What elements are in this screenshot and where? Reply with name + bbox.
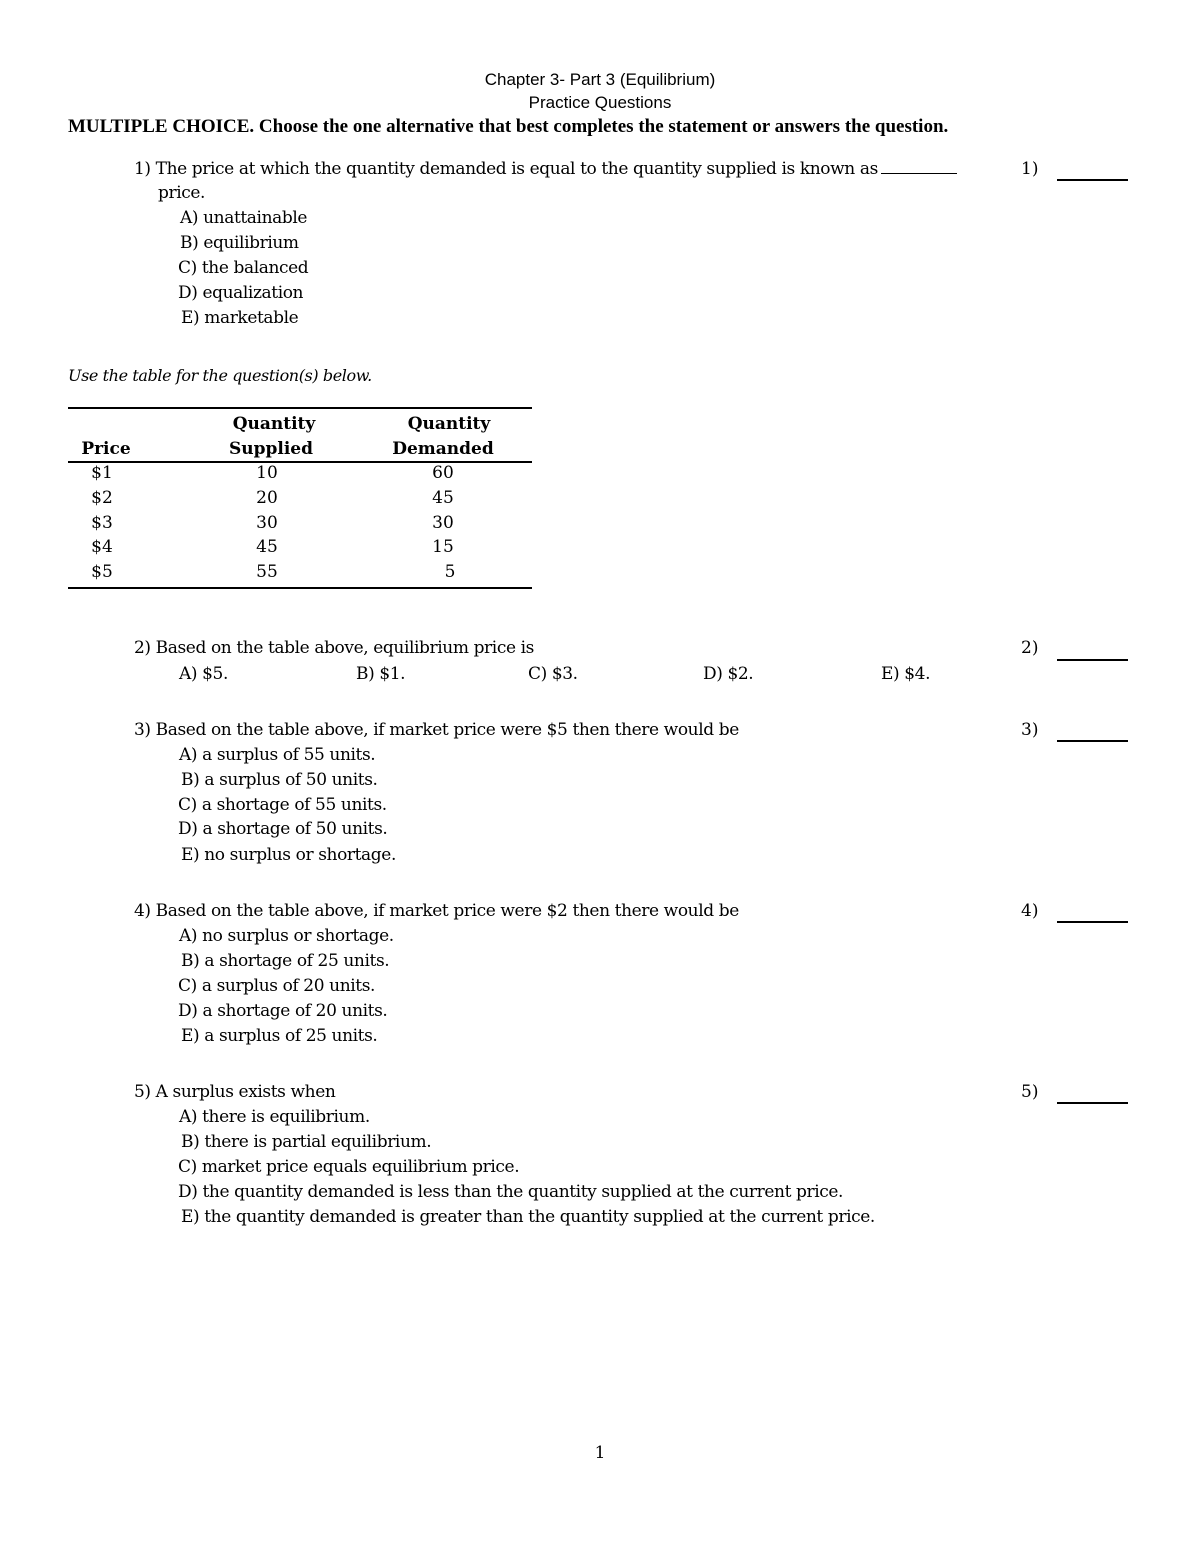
answer-line-2 [1057, 659, 1128, 661]
table-cell-supplied: 55 [256, 562, 278, 582]
q2-option-e: E) $4. [881, 664, 931, 684]
q5-option-e: E) the quantity demanded is greater than the quantity supplied at the current price. [181, 1207, 875, 1227]
table-cell-demanded: 30 [432, 513, 454, 533]
question-1 [134, 159, 957, 179]
header-supplied-bottom: Supplied [228, 439, 314, 459]
page-subtitle: Practice Questions [528, 93, 672, 112]
answer-label-5: 5) [1021, 1082, 1039, 1102]
table-cell-demanded: 45 [432, 488, 454, 508]
q5-option-c: C) market price equals equilibrium price. [178, 1157, 520, 1177]
table-top-rule [68, 407, 532, 409]
answer-line-3 [1057, 740, 1128, 742]
q1-option-b: B) equilibrium [180, 233, 299, 253]
q2-option-d: D) $2. [703, 664, 754, 684]
table-cell-demanded: 60 [432, 463, 454, 483]
question-1-text: 1) The price at which the quantity demanded is equal to the quantity supplied is known as [134, 159, 878, 179]
question-5-text: 5) A surplus exists when [134, 1082, 336, 1102]
table-cell-supplied: 20 [256, 488, 278, 508]
table-cell-supplied: 30 [256, 513, 278, 533]
answer-label-1: 1) [1021, 159, 1039, 179]
table-cell-price: $1 [91, 463, 113, 483]
q3-option-e: E) no surplus or shortage. [181, 845, 396, 865]
table-bottom-rule [68, 587, 532, 589]
table-cell-demanded: 5 [444, 562, 456, 582]
table-intro: Use the table for the question(s) below. [68, 366, 372, 385]
q2-option-b: B) $1. [356, 664, 406, 684]
q5-option-b: B) there is partial equilibrium. [181, 1132, 432, 1152]
table-cell-supplied: 45 [256, 537, 278, 557]
q1-option-e: E) marketable [181, 308, 299, 328]
header-price: Price [81, 439, 131, 459]
q5-option-d: D) the quantity demanded is less than the quantity supplied at the current price. [178, 1182, 844, 1202]
header-demanded-top: Quantity [407, 414, 491, 434]
answer-label-3: 3) [1021, 720, 1039, 740]
q3-option-b: B) a surplus of 50 units. [181, 770, 378, 790]
header-supplied-top: Quantity [232, 414, 316, 434]
q4-option-e: E) a surplus of 25 units. [181, 1026, 378, 1046]
instructions: MULTIPLE CHOICE. Choose the one alternative that best completes the statement or answers the question. [68, 116, 949, 137]
question-3-text: 3) Based on the table above, if market price were $5 then there would be [134, 720, 739, 740]
answer-line-1 [1057, 179, 1128, 181]
question-1-text-continued: price. [158, 183, 206, 203]
answer-line-5 [1057, 1102, 1128, 1104]
q1-option-d: D) equalization [178, 283, 304, 303]
header-demanded-bottom: Demanded [392, 439, 494, 459]
question-2-text: 2) Based on the table above, equilibrium price is [134, 638, 534, 658]
q3-option-a: A) a surplus of 55 units. [179, 745, 376, 765]
q5-option-a: A) there is equilibrium. [179, 1107, 370, 1127]
table-cell-price: $3 [91, 513, 113, 533]
q4-option-a: A) no surplus or shortage. [179, 926, 394, 946]
q3-option-c: C) a shortage of 55 units. [178, 795, 387, 815]
q4-option-b: B) a shortage of 25 units. [181, 951, 390, 971]
q3-option-d: D) a shortage of 50 units. [178, 819, 388, 839]
page-number: 1 [594, 1443, 606, 1463]
answer-label-4: 4) [1021, 901, 1039, 921]
answer-line-4 [1057, 921, 1128, 923]
q1-option-c: C) the balanced [178, 258, 309, 278]
q4-option-c: C) a surplus of 20 units. [178, 976, 376, 996]
q1-option-a: A) unattainable [180, 208, 308, 228]
fill-in-blank [881, 173, 957, 174]
table-cell-price: $4 [91, 537, 113, 557]
table-cell-supplied: 10 [256, 463, 278, 483]
table-cell-price: $5 [91, 562, 113, 582]
table-cell-demanded: 15 [432, 537, 454, 557]
q2-option-c: C) $3. [528, 664, 578, 684]
q2-option-a: A) $5. [179, 664, 228, 684]
q4-option-d: D) a shortage of 20 units. [178, 1001, 388, 1021]
table-cell-price: $2 [91, 488, 113, 508]
answer-label-2: 2) [1021, 638, 1039, 658]
question-4-text: 4) Based on the table above, if market price were $2 then there would be [134, 901, 739, 921]
page-title: Chapter 3- Part 3 (Equilibrium) [484, 70, 716, 89]
